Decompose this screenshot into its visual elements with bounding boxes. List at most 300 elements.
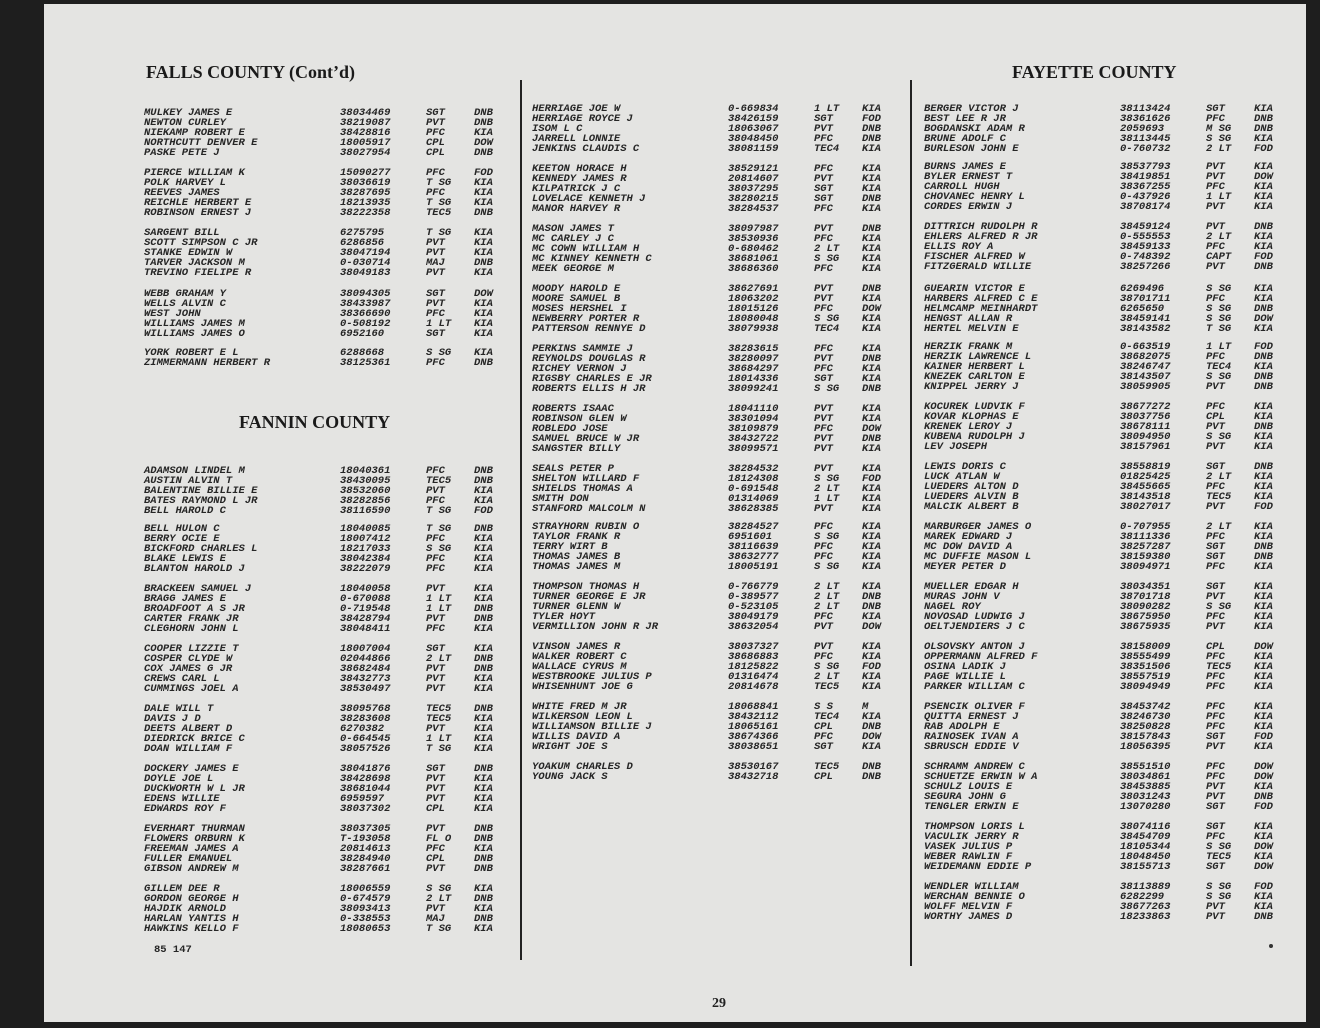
status-code: KIA [474,543,493,555]
rank: PVT [1206,201,1225,213]
serial-number: 18007004 [340,643,391,655]
soldier-name: MANOR HARVEY R [532,203,621,215]
soldier-name: WRIGHT JOE S [532,741,608,753]
serial-number: 0-674579 [340,893,391,905]
rank: PVT [1206,161,1225,173]
status-code: KIA [474,883,493,895]
soldier-name: WILLIAMSON BILLIE J [532,721,652,733]
rank: T SG [426,743,452,755]
rank: PVT [1206,441,1225,453]
soldier-name: ROBERTS ELLIS H JR [532,383,646,395]
rank: SGT [1206,821,1225,833]
serial-number: 38530167 [728,761,779,773]
soldier-name: LUEDERS ALVIN B [924,491,1019,503]
soldier-name: BELL HULON C [144,523,220,535]
serial-number: 18014336 [728,373,779,385]
soldier-name: STANKE EDWIN W [144,247,233,259]
status-code: KIA [862,681,881,693]
status-code: DOW [1254,861,1273,873]
status-code: KIA [862,173,881,185]
rank: PVT [426,683,445,695]
status-code: FOD [474,167,493,179]
status-code: KIA [1254,611,1273,623]
serial-number: 38257287 [1120,541,1171,553]
status-code: DNB [474,703,493,715]
soldier-name: MULKEY JAMES E [144,107,233,119]
soldier-name: NEWBERRY PORTER R [532,313,640,325]
soldier-name: HERRIAGE ROYCE J [532,113,633,125]
serial-number: 38675935 [1120,621,1171,633]
serial-number: 18213935 [340,197,391,209]
rank: 2 LT [814,601,840,613]
status-code: KIA [862,541,881,553]
status-code: KIA [1254,671,1273,683]
serial-number: 38433987 [340,298,391,310]
status-code: KIA [1254,293,1273,305]
serial-number: 0-748392 [1120,251,1171,263]
soldier-name: ZIMMERMANN HERBERT R [144,357,271,369]
rank: PVT [426,723,445,735]
status-code: DNB [1254,261,1273,273]
serial-number: 38627691 [728,283,779,295]
status-code: KIA [862,413,881,425]
serial-number: 18233863 [1120,911,1171,923]
status-code: KIA [1254,901,1273,913]
status-code: KIA [474,903,493,915]
serial-number: 38280215 [728,193,779,205]
serial-number: 38048411 [340,623,391,635]
status-code: DNB [862,591,881,603]
serial-number: 0-766779 [728,581,779,593]
soldier-name: FULLER EMANUEL [144,853,233,865]
status-code: DOW [862,423,881,435]
soldier-name: BRAGG JAMES E [144,593,226,605]
serial-number: 38079938 [728,323,779,335]
serial-number: 38284532 [728,463,779,475]
rank: PFC [426,308,445,320]
soldier-name: ADAMSON LINDEL M [144,465,245,477]
soldier-name: MC DOW DAVID A [924,541,1013,553]
serial-number: 0-555553 [1120,231,1171,243]
serial-number: 18007412 [340,533,391,545]
status-code: KIA [1254,701,1273,713]
soldier-name: MC KINNEY KENNETH C [532,253,652,265]
rank: PFC [814,263,833,275]
status-code: KIA [1254,191,1273,203]
status-code: KIA [474,347,493,359]
serial-number: 38094949 [1120,681,1171,693]
status-code: KIA [474,227,493,239]
soldier-name: TURNER GEORGE E JR [532,591,646,603]
rank: PFC [814,363,833,375]
soldier-name: SHIELDS THOMAS A [532,483,633,495]
rank: PVT [426,613,445,625]
status-code: KIA [1254,891,1273,903]
status-code: DOW [862,621,881,633]
rank: PFC [814,233,833,245]
serial-number: 38678111 [1120,421,1171,433]
serial-number: 38111336 [1120,531,1171,543]
rank: 1 LT [426,318,452,330]
rank: PVT [1206,421,1225,433]
rank: PVT [814,433,833,445]
soldier-name: FLOWERS ORBURN K [144,833,245,845]
status-code: KIA [1254,621,1273,633]
soldier-name: BRACKEEN SAMUEL J [144,583,252,595]
rank: S SG [426,347,452,359]
serial-number: 6288668 [340,347,385,359]
status-code: KIA [1254,161,1273,173]
serial-number: 0-030714 [340,257,391,269]
rank: S SG [814,561,840,573]
rank: PVT [814,621,833,633]
status-code: FOD [1254,143,1273,155]
heading-falls-county: FALLS COUNTY (Cont’d) [146,62,356,82]
serial-number: 38283608 [340,713,391,725]
status-code: DNB [474,663,493,675]
serial-number: 01316474 [728,671,779,683]
serial-number: 38057526 [340,743,391,755]
status-code: KIA [862,163,881,175]
status-code: DNB [1254,421,1273,433]
status-code: KIA [862,263,881,275]
soldier-name: WEST JOHN [144,308,201,320]
rank: PFC [1206,671,1225,683]
serial-number: 38155713 [1120,861,1171,873]
status-code: KIA [474,533,493,545]
rank: PVT [1206,791,1225,803]
soldier-name: THOMAS JAMES B [532,551,621,563]
soldier-name: WELLS ALVIN C [144,298,226,310]
status-code: DNB [1254,113,1273,125]
soldier-name: RAINOSEK IVAN A [924,731,1019,743]
serial-number: 38686883 [728,651,779,663]
rank: 2 LT [426,893,452,905]
status-code: DNB [1254,351,1273,363]
rank: PFC [814,343,833,355]
serial-number: 02044866 [340,653,391,665]
serial-number: 18068841 [728,701,779,713]
status-code: DNB [1254,123,1273,135]
soldier-name: KILPATRICK J C [532,183,621,195]
soldier-name: KOCUREK LUDVIK F [924,401,1025,413]
status-code: DOW [1254,841,1273,853]
rank: TEC5 [1206,661,1232,673]
status-code: DOW [1254,771,1273,783]
status-code: DNB [1254,371,1273,383]
rank: PFC [1206,611,1225,623]
status-code: KIA [862,243,881,255]
serial-number: 38632777 [728,551,779,563]
rank: PFC [1206,561,1225,573]
rank: PVT [814,503,833,515]
rank: PFC [1206,681,1225,693]
rank: SGT [426,763,445,775]
serial-number: 6265650 [1120,303,1165,315]
rank: SGT [1206,103,1225,115]
serial-number: 38681044 [340,783,391,795]
serial-number: 0-760732 [1120,143,1171,155]
rank: PFC [1206,401,1225,413]
soldier-name: SCOTT SIMPSON C JR [144,237,258,249]
serial-number: 38454709 [1120,831,1171,843]
serial-number: 38430095 [340,475,391,487]
status-code: KIA [862,551,881,563]
status-code: DNB [1254,221,1273,233]
rank: T SG [1206,323,1232,335]
rank: PVT [814,641,833,653]
status-code: KIA [1254,581,1273,593]
serial-number: 0-389577 [728,591,779,603]
status-code: DNB [862,383,881,395]
soldier-name: MURAS JOHN V [924,591,1000,603]
status-code: DOW [1254,641,1273,653]
rank: S SG [1206,313,1232,325]
status-code: KIA [1254,283,1273,295]
status-code: FOD [862,661,881,673]
soldier-name: KNEZEK CARLTON E [924,371,1025,383]
serial-number: 38284537 [728,203,779,215]
soldier-name: PSENCIK OLIVER F [924,701,1025,713]
status-code: KIA [862,363,881,375]
rank: PFC [814,163,833,175]
soldier-name: CREWS CARL L [144,673,220,685]
serial-number: 38351506 [1120,661,1171,673]
soldier-name: CARTER FRANK JR [144,613,239,625]
soldier-name: MUELLER EDGAR H [924,581,1019,593]
serial-number: 38125361 [340,357,391,369]
serial-number: 38551510 [1120,761,1171,773]
serial-number: 38453742 [1120,701,1171,713]
soldier-name: THOMAS JAMES M [532,561,621,573]
soldier-name: NEWTON CURLEY [144,117,226,129]
soldier-name: ISOM L C [532,123,583,135]
status-code: DNB [474,863,493,875]
status-code: DNB [862,223,881,235]
rank: 2 LT [814,243,840,255]
status-code: KIA [862,103,881,115]
rank: PFC [1206,351,1225,363]
soldier-name: WILKERSON LEON L [532,711,633,723]
status-code: KIA [1254,201,1273,213]
status-code: KIA [474,683,493,695]
status-code: DNB [862,433,881,445]
rank: SGT [1206,541,1225,553]
rank: T SG [426,177,452,189]
soldier-name: STRAYHORN RUBIN O [532,521,640,533]
rank: PVT [814,283,833,295]
rank: TEC5 [814,761,840,773]
soldier-name: WHITE FRED M JR [532,701,627,713]
status-code: KIA [474,318,493,330]
soldier-name: CLEGHORN JOHN L [144,623,239,635]
soldier-name: DAVIS J D [144,713,201,725]
status-code: KIA [1254,821,1273,833]
status-code: KIA [1254,241,1273,253]
rank: 1 LT [1206,191,1232,203]
soldier-name: THOMPSON LORIS L [924,821,1025,833]
column-divider-right [910,80,912,966]
rank: PFC [814,203,833,215]
status-code: KIA [862,483,881,495]
serial-number: 38099571 [728,443,779,455]
serial-number: 38632054 [728,621,779,633]
rank: PFC [1206,531,1225,543]
status-code: DNB [862,353,881,365]
status-code: KIA [1254,721,1273,733]
rank: CPL [426,137,445,149]
status-code: DNB [862,771,881,783]
status-code: DNB [1254,791,1273,803]
soldier-name: SARGENT BILL [144,227,220,239]
soldier-name: WEBER RAWLIN F [924,851,1013,863]
status-code: KIA [862,671,881,683]
status-code: DNB [1254,541,1273,553]
rank: S SG [1206,841,1232,853]
status-code: KIA [862,233,881,245]
serial-number: 38432718 [728,771,779,783]
serial-number: 38428816 [340,127,391,139]
soldier-name: PAGE WILLIE L [924,671,1006,683]
rank: CPL [1206,641,1225,653]
soldier-name: REICHLE HERBERT E [144,197,252,209]
rank: PFC [426,167,445,179]
soldier-name: YOAKUM CHARLES D [532,761,633,773]
serial-number: 38366690 [340,308,391,320]
serial-number: 38048450 [728,133,779,145]
soldier-name: KRENEK LEROY J [924,421,1013,433]
serial-number: 0-719548 [340,603,391,615]
soldier-name: GORDON GEORGE H [144,893,239,905]
soldier-name: CUMMINGS JOEL A [144,683,239,695]
soldier-name: QUITTA ERNEST J [924,711,1019,723]
status-code: DNB [474,357,493,369]
soldier-name: NAGEL ROY [924,601,981,613]
soldier-name: CHOVANEC HENRY L [924,191,1025,203]
soldier-name: BICKFORD CHARLES L [144,543,258,555]
soldier-name: JENKINS CLAUDIS C [532,143,640,155]
soldier-name: BEST LEE R JR [924,113,1006,125]
soldier-name: KUBENA RUDOLPH J [924,431,1025,443]
rank: 1 LT [426,603,452,615]
status-code: DOW [474,288,493,300]
soldier-name: BURNS JAMES E [924,161,1006,173]
rank: PVT [814,123,833,135]
soldier-name: REEVES JAMES [144,187,220,199]
serial-number: 38041876 [340,763,391,775]
status-code: KIA [1254,831,1273,843]
serial-number: 38157961 [1120,441,1171,453]
soldier-name: WOLFF MELVIN F [924,901,1013,913]
soldier-name: HERRIAGE JOE W [532,103,621,115]
serial-number: 38116590 [340,505,391,517]
status-code: KIA [862,253,881,265]
status-code: FOD [1254,731,1273,743]
soldier-name: WILLIAMS JAMES O [144,328,245,340]
serial-number: 38113424 [1120,103,1171,115]
serial-number: 18015126 [728,303,779,315]
rank: S SG [814,661,840,673]
soldier-name: ROBINSON ERNEST J [144,207,252,219]
rank: PFC [1206,701,1225,713]
soldier-name: SMITH DON [532,493,589,505]
rank: TEC5 [426,475,452,487]
status-code: KIA [474,743,493,755]
status-code: KIA [1254,481,1273,493]
status-code: DOW [1254,761,1273,773]
rank: PVT [814,223,833,235]
soldier-name: OPPERMANN ALFRED F [924,651,1038,663]
serial-number: 38681061 [728,253,779,265]
rank: T SG [426,505,452,517]
serial-number: 38094305 [340,288,391,300]
document-page [44,4,1306,1022]
status-code: KIA [474,773,493,785]
serial-number: 6286856 [340,237,385,249]
serial-number: 0-508192 [340,318,391,330]
soldier-name: BELL HAROLD C [144,505,226,517]
soldier-name: TYLER HOYT [532,611,596,623]
rank: CPL [426,147,445,159]
status-code: KIA [474,643,493,655]
serial-number: 38090282 [1120,601,1171,613]
rank: S SG [814,383,840,395]
page-dot [1269,944,1273,948]
rank: PFC [426,843,445,855]
soldier-name: BATES RAYMOND L JR [144,495,258,507]
status-code: DOW [1254,313,1273,325]
serial-number: 6959597 [340,793,385,805]
serial-number: 38455665 [1120,481,1171,493]
status-code: KIA [862,373,881,385]
serial-number: 38428698 [340,773,391,785]
rank: PFC [426,187,445,199]
rank: MAJ [426,913,445,925]
serial-number: 38094971 [1120,561,1171,573]
status-code: KIA [1254,471,1273,483]
serial-number: 38287661 [340,863,391,875]
rank: PFC [1206,771,1225,783]
serial-number: 20814613 [340,843,391,855]
soldier-name: DITTRICH RUDOLPH R [924,221,1038,233]
serial-number: 18040361 [340,465,391,477]
serial-number: 38219087 [340,117,391,129]
status-code: FOD [1254,501,1273,513]
rank: TEC5 [1206,851,1232,863]
serial-number: 0-691548 [728,483,779,495]
soldier-name: BALENTINE BILLIE E [144,485,258,497]
rank: PVT [1206,171,1225,183]
serial-number: 38686360 [728,263,779,275]
soldier-name: LUEDERS ALTON D [924,481,1019,493]
soldier-name: KOVAR KLOPHAS E [924,411,1019,423]
status-code: KIA [1254,231,1273,243]
status-code: DNB [474,853,493,865]
soldier-name: VINSON JAMES R [532,641,621,653]
soldier-name: TURNER GLENN W [532,601,621,613]
status-code: KIA [474,783,493,795]
serial-number: 18006559 [340,883,391,895]
soldier-name: SEALS PETER P [532,463,614,475]
rank: PVT [426,793,445,805]
status-code: KIA [862,581,881,593]
soldier-name: BRUNE ADOLF C [924,133,1006,145]
rank: PFC [814,133,833,145]
column-divider-left [520,80,522,960]
soldier-name: HARBERS ALFRED C E [924,293,1038,305]
soldier-name: WILLIAMS JAMES M [144,318,245,330]
serial-number: 38282856 [340,495,391,507]
